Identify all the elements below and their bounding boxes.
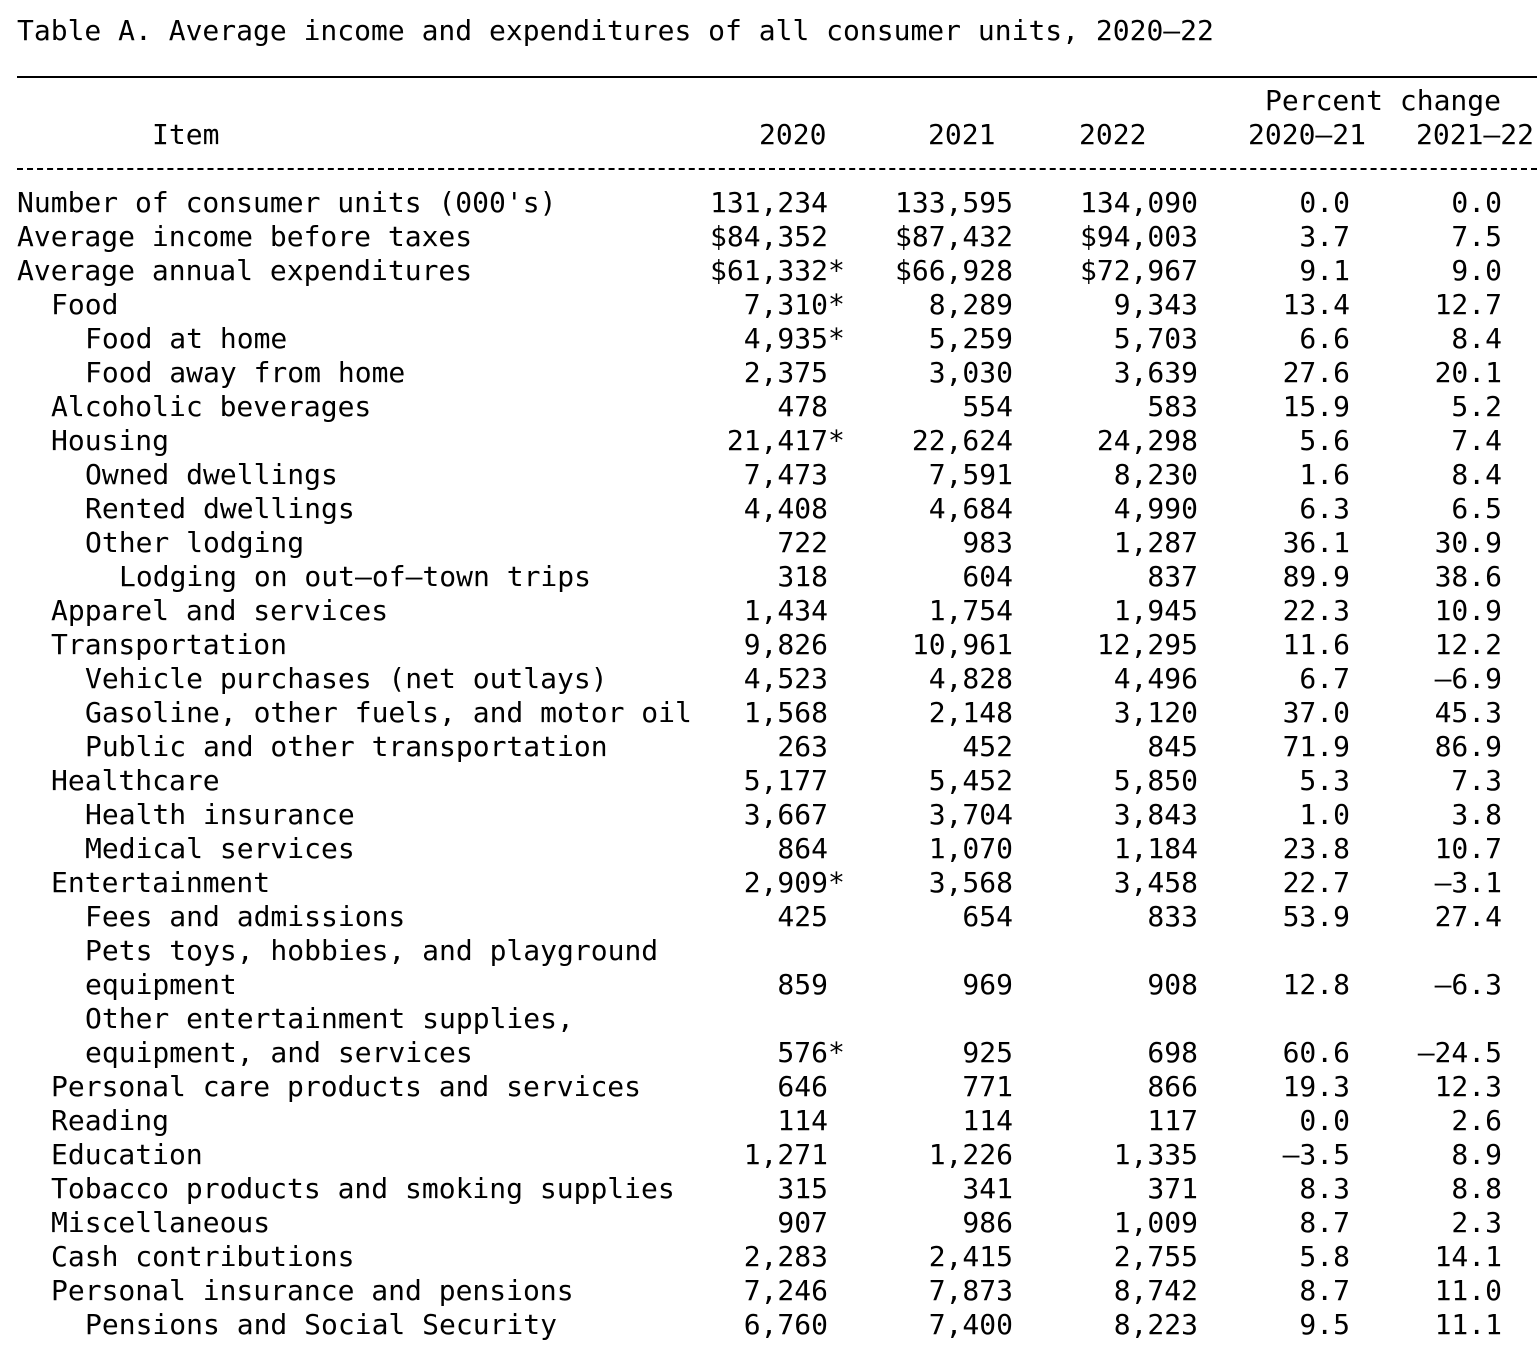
cell-2020: 6,760 <box>743 1308 828 1341</box>
header-2022: 2022 <box>1079 118 1147 151</box>
cell-2022: 1,287 <box>1113 526 1198 559</box>
header-rule <box>17 168 1537 170</box>
cell-2021: 3,704 <box>928 798 1013 831</box>
cell-pc-2021-22: 5.2 <box>1451 390 1502 423</box>
cell-2022: 1,184 <box>1113 832 1198 865</box>
row-label: Transportation <box>51 628 288 661</box>
cell-pc-2020-21: 9.1 <box>1299 254 1350 287</box>
cell-2021: 114 <box>962 1104 1013 1137</box>
cell-2020: 907 <box>777 1206 828 1239</box>
cell-pc-2021-22: 8.4 <box>1451 458 1502 491</box>
cell-2022: 8,742 <box>1113 1274 1198 1307</box>
cell-2021: 925 <box>962 1036 1013 1069</box>
cell-2021: 4,684 <box>928 492 1013 525</box>
cell-pc-2021-22: 10.9 <box>1434 594 1502 627</box>
row-label: Education <box>51 1138 203 1171</box>
cell-2020: 859 <box>777 968 828 1001</box>
cell-2020: 1,271 <box>743 1138 828 1171</box>
cell-pc-2021-22: 12.7 <box>1434 288 1502 321</box>
header-item: Item <box>152 118 220 151</box>
cell-2020: 1,434 <box>743 594 828 627</box>
row-label: equipment <box>85 968 237 1001</box>
cell-pc-2020-21: 19.3 <box>1282 1070 1350 1103</box>
cell-pc-2020-21: 11.6 <box>1282 628 1350 661</box>
cell-2020: 21,417* <box>726 424 845 457</box>
cell-pc-2020-21: 36.1 <box>1282 526 1350 559</box>
cell-pc-2020-21: 60.6 <box>1282 1036 1350 1069</box>
cell-pc-2021-22: 7.5 <box>1451 220 1502 253</box>
cell-2022: 845 <box>1147 730 1198 763</box>
cell-2022: 24,298 <box>1096 424 1198 457</box>
cell-pc-2020-21: 5.8 <box>1299 1240 1350 1273</box>
cell-2020: 7,246 <box>743 1274 828 1307</box>
cell-2022: 4,990 <box>1113 492 1198 525</box>
header-2020: 2020 <box>759 118 827 151</box>
cell-2021: 7,873 <box>928 1274 1013 1307</box>
row-label: Food away from home <box>85 356 406 389</box>
cell-pc-2020-21: 8.3 <box>1299 1172 1350 1205</box>
row-label: Tobacco products and smoking supplies <box>51 1172 675 1205</box>
row-label: Owned dwellings <box>85 458 338 491</box>
cell-pc-2020-21: 6.3 <box>1299 492 1350 525</box>
cell-pc-2021-22: 2.6 <box>1451 1104 1502 1137</box>
cell-2020: 3,667 <box>743 798 828 831</box>
cell-2022: 8,223 <box>1113 1308 1198 1341</box>
cell-2020: 4,408 <box>743 492 828 525</box>
cell-2022: 2,755 <box>1113 1240 1198 1273</box>
cell-2022: 908 <box>1147 968 1198 1001</box>
cell-2020: 131,234 <box>709 186 828 219</box>
cell-2021: 604 <box>962 560 1013 593</box>
cell-pc-2020-21: 53.9 <box>1282 900 1350 933</box>
cell-2020: 9,826 <box>743 628 828 661</box>
cell-2022: 1,009 <box>1113 1206 1198 1239</box>
cell-2022: 833 <box>1147 900 1198 933</box>
cell-pc-2021-22: –6.9 <box>1434 662 1502 695</box>
cell-pc-2021-22: –6.3 <box>1434 968 1502 1001</box>
cell-pc-2021-22: 8.8 <box>1451 1172 1502 1205</box>
cell-2021: 654 <box>962 900 1013 933</box>
cell-2020: $61,332* <box>710 254 845 287</box>
cell-pc-2020-21: 27.6 <box>1282 356 1350 389</box>
cell-2022: 134,090 <box>1079 186 1198 219</box>
cell-2022: 3,458 <box>1113 866 1198 899</box>
cell-2021: 5,259 <box>928 322 1013 355</box>
cell-2020: 7,310* <box>743 288 845 321</box>
row-label: Alcoholic beverages <box>51 390 372 423</box>
cell-2022: 837 <box>1147 560 1198 593</box>
cell-pc-2020-21: –3.5 <box>1282 1138 1350 1171</box>
cell-2020: 2,909* <box>743 866 845 899</box>
cell-pc-2021-22: 8.9 <box>1451 1138 1502 1171</box>
row-label: Reading <box>51 1104 170 1137</box>
cell-pc-2020-21: 37.0 <box>1282 696 1350 729</box>
cell-pc-2020-21: 1.6 <box>1299 458 1350 491</box>
cell-pc-2020-21: 0.0 <box>1299 1104 1350 1137</box>
cell-2022: 117 <box>1147 1104 1198 1137</box>
cell-pc-2020-21: 8.7 <box>1299 1206 1350 1239</box>
cell-2022: 3,120 <box>1113 696 1198 729</box>
row-label: Rented dwellings <box>85 492 355 525</box>
row-label: Personal insurance and pensions <box>51 1274 574 1307</box>
cell-pc-2020-21: 8.7 <box>1299 1274 1350 1307</box>
cell-2020: $84,352 <box>709 220 828 253</box>
cell-2022: 1,945 <box>1113 594 1198 627</box>
cell-2020: 7,473 <box>743 458 828 491</box>
cell-pc-2020-21: 15.9 <box>1282 390 1350 423</box>
cell-2022: $94,003 <box>1079 220 1198 253</box>
cell-2021: 10,961 <box>911 628 1013 661</box>
cell-pc-2021-22: 10.7 <box>1434 832 1502 865</box>
cell-2022: 1,335 <box>1113 1138 1198 1171</box>
cell-2021: 1,226 <box>928 1138 1013 1171</box>
cell-pc-2021-22: 3.8 <box>1451 798 1502 831</box>
cell-pc-2021-22: 27.4 <box>1434 900 1502 933</box>
cell-pc-2021-22: –3.1 <box>1434 866 1502 899</box>
cell-2020: 318 <box>777 560 828 593</box>
cell-2020: 478 <box>777 390 828 423</box>
cell-2021: 7,400 <box>928 1308 1013 1341</box>
cell-pc-2020-21: 71.9 <box>1282 730 1350 763</box>
cell-pc-2020-21: 9.5 <box>1299 1308 1350 1341</box>
cell-2020: 4,935* <box>743 322 845 355</box>
cell-pc-2021-22: 86.9 <box>1434 730 1502 763</box>
cell-pc-2021-22: 0.0 <box>1451 186 1502 219</box>
row-label: Apparel and services <box>51 594 389 627</box>
cell-2021: 986 <box>962 1206 1013 1239</box>
header-pc-2021-22: 2021–22 <box>1416 118 1535 151</box>
cell-pc-2021-22: 12.2 <box>1434 628 1502 661</box>
header-percent-change: Percent change <box>1265 84 1502 117</box>
cell-pc-2021-22: 2.3 <box>1451 1206 1502 1239</box>
row-label: Number of consumer units (000's) <box>17 186 557 219</box>
cell-2021: 983 <box>962 526 1013 559</box>
cell-pc-2020-21: 22.7 <box>1282 866 1350 899</box>
cell-2021: 8,289 <box>928 288 1013 321</box>
cell-2022: $72,967 <box>1079 254 1198 287</box>
cell-pc-2021-22: 38.6 <box>1434 560 1502 593</box>
cell-pc-2021-22: 20.1 <box>1434 356 1502 389</box>
cell-2020: 576* <box>777 1036 845 1069</box>
cell-pc-2021-22: 11.0 <box>1434 1274 1502 1307</box>
cell-pc-2021-22: 6.5 <box>1451 492 1502 525</box>
row-label: Gasoline, other fuels, and motor oil <box>85 696 692 729</box>
cell-2021: 4,828 <box>928 662 1013 695</box>
cell-pc-2020-21: 6.6 <box>1299 322 1350 355</box>
row-label: Lodging on out–of–town trips <box>119 560 592 593</box>
header-2021: 2021 <box>928 118 996 151</box>
cell-2021: 3,568 <box>928 866 1013 899</box>
row-label: Miscellaneous <box>51 1206 271 1239</box>
table-title: Table A. Average income and expenditures of all consumer units, 2020–22 <box>17 14 1214 47</box>
cell-2021: 771 <box>962 1070 1013 1103</box>
header-pc-2020-21: 2020–21 <box>1248 118 1367 151</box>
cell-2020: 1,568 <box>743 696 828 729</box>
cell-2022: 8,230 <box>1113 458 1198 491</box>
row-label: Pets toys, hobbies, and playground <box>85 934 659 967</box>
cell-2020: 864 <box>777 832 828 865</box>
row-label: Other entertainment supplies, <box>85 1002 574 1035</box>
cell-2020: 425 <box>777 900 828 933</box>
cell-2022: 3,639 <box>1113 356 1198 389</box>
cell-pc-2021-22: 45.3 <box>1434 696 1502 729</box>
cell-pc-2021-22: 7.3 <box>1451 764 1502 797</box>
cell-pc-2021-22: 11.1 <box>1434 1308 1502 1341</box>
row-label: Average annual expenditures <box>17 254 473 287</box>
cell-2021: 1,070 <box>928 832 1013 865</box>
cell-pc-2021-22: 8.4 <box>1451 322 1502 355</box>
cell-pc-2020-21: 22.3 <box>1282 594 1350 627</box>
cell-2021: 22,624 <box>911 424 1013 457</box>
cell-2021: 5,452 <box>928 764 1013 797</box>
cell-pc-2020-21: 89.9 <box>1282 560 1350 593</box>
cell-2021: 2,415 <box>928 1240 1013 1273</box>
cell-2022: 866 <box>1147 1070 1198 1103</box>
cell-2020: 4,523 <box>743 662 828 695</box>
row-label: Public and other transportation <box>85 730 608 763</box>
cell-2022: 3,843 <box>1113 798 1198 831</box>
cell-pc-2021-22: 9.0 <box>1451 254 1502 287</box>
cell-2021: $87,432 <box>894 220 1013 253</box>
cell-2020: 263 <box>777 730 828 763</box>
cell-2022: 371 <box>1147 1172 1198 1205</box>
cell-2022: 9,343 <box>1113 288 1198 321</box>
cell-2020: 2,375 <box>743 356 828 389</box>
cell-2022: 12,295 <box>1096 628 1198 661</box>
cell-2022: 698 <box>1147 1036 1198 1069</box>
cell-2020: 114 <box>777 1104 828 1137</box>
row-label: Food at home <box>85 322 288 355</box>
cell-pc-2020-21: 1.0 <box>1299 798 1350 831</box>
cell-pc-2020-21: 0.0 <box>1299 186 1350 219</box>
row-label: equipment, and services <box>85 1036 473 1069</box>
cell-2022: 4,496 <box>1113 662 1198 695</box>
cell-pc-2020-21: 5.6 <box>1299 424 1350 457</box>
cell-2020: 5,177 <box>743 764 828 797</box>
cell-2022: 583 <box>1147 390 1198 423</box>
cell-pc-2020-21: 23.8 <box>1282 832 1350 865</box>
cell-2020: 722 <box>777 526 828 559</box>
row-label: Entertainment <box>51 866 271 899</box>
top-rule <box>17 76 1537 78</box>
row-label: Housing <box>51 424 170 457</box>
row-label: Average income before taxes <box>17 220 473 253</box>
row-label: Health insurance <box>85 798 355 831</box>
cell-2021: $66,928 <box>894 254 1013 287</box>
cell-2021: 1,754 <box>928 594 1013 627</box>
row-label: Pensions and Social Security <box>85 1308 558 1341</box>
row-label: Medical services <box>85 832 355 865</box>
cell-pc-2020-21: 12.8 <box>1282 968 1350 1001</box>
cell-2021: 452 <box>962 730 1013 763</box>
cell-pc-2021-22: 14.1 <box>1434 1240 1502 1273</box>
cell-pc-2020-21: 13.4 <box>1282 288 1350 321</box>
cell-2021: 7,591 <box>928 458 1013 491</box>
cell-2020: 646 <box>777 1070 828 1103</box>
cell-2021: 969 <box>962 968 1013 1001</box>
cell-2022: 5,703 <box>1113 322 1198 355</box>
cell-pc-2020-21: 3.7 <box>1299 220 1350 253</box>
row-label: Other lodging <box>85 526 305 559</box>
row-label: Fees and admissions <box>85 900 406 933</box>
cell-pc-2021-22: 12.3 <box>1434 1070 1502 1103</box>
row-label: Food <box>51 288 119 321</box>
cell-2020: 315 <box>777 1172 828 1205</box>
cell-pc-2020-21: 5.3 <box>1299 764 1350 797</box>
row-label: Healthcare <box>51 764 220 797</box>
cell-2021: 2,148 <box>928 696 1013 729</box>
cell-2021: 341 <box>962 1172 1013 1205</box>
cell-pc-2021-22: 7.4 <box>1451 424 1502 457</box>
row-label: Cash contributions <box>51 1240 355 1273</box>
cell-2020: 2,283 <box>743 1240 828 1273</box>
cell-2021: 554 <box>962 390 1013 423</box>
cell-2021: 3,030 <box>928 356 1013 389</box>
row-label: Personal care products and services <box>51 1070 642 1103</box>
cell-2022: 5,850 <box>1113 764 1198 797</box>
cell-2021: 133,595 <box>894 186 1013 219</box>
cell-pc-2021-22: –24.5 <box>1417 1036 1502 1069</box>
cell-pc-2020-21: 6.7 <box>1299 662 1350 695</box>
row-label: Vehicle purchases (net outlays) <box>85 662 608 695</box>
cell-pc-2021-22: 30.9 <box>1434 526 1502 559</box>
